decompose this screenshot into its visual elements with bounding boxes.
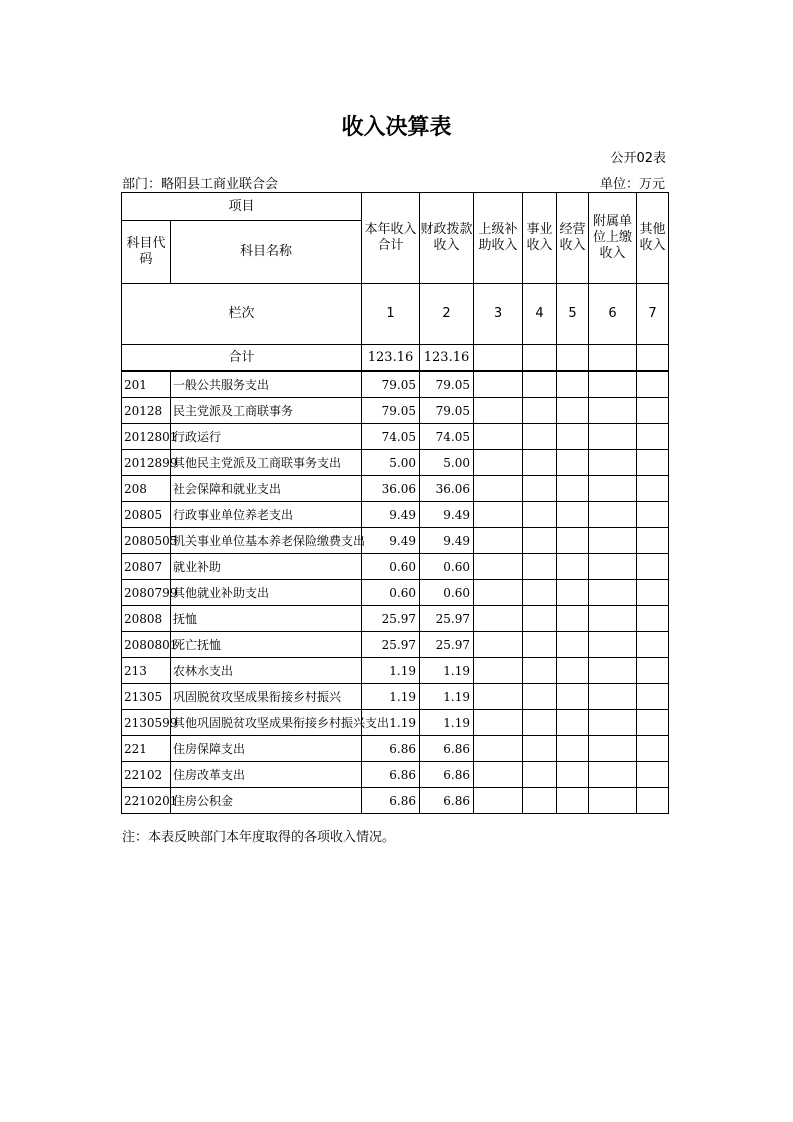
- fiscal-cell: 1.19: [420, 658, 474, 684]
- unit-label: 单位：万元: [599, 177, 665, 192]
- header-col-1: 本年收入合计: [362, 193, 420, 284]
- header-col-6: 附属单位上缴收入: [589, 193, 637, 284]
- empty-cell: [557, 606, 589, 632]
- col-number: 2: [420, 284, 474, 345]
- empty-cell: [557, 788, 589, 814]
- fiscal-cell: 25.97: [420, 632, 474, 658]
- income-total-cell: 1.19: [362, 710, 420, 736]
- empty-cell: [523, 398, 557, 424]
- empty-cell: [589, 710, 637, 736]
- empty-cell: [637, 580, 669, 606]
- col-number: 7: [637, 284, 669, 345]
- total-income: 123.16: [362, 345, 420, 372]
- empty-cell: [589, 450, 637, 476]
- empty-cell: [474, 450, 523, 476]
- name-cell: 其他就业补助支出: [171, 580, 362, 606]
- empty-cell: [637, 762, 669, 788]
- empty-cell: [474, 788, 523, 814]
- code-cell: 2012801: [122, 424, 171, 450]
- name-cell: 农林水支出: [171, 658, 362, 684]
- empty-cell: [523, 554, 557, 580]
- total-label: 合计: [122, 345, 362, 372]
- table-row: [122, 658, 669, 684]
- code-cell: 213: [122, 658, 171, 684]
- empty-cell: [557, 658, 589, 684]
- income-total-cell: 1.19: [362, 658, 420, 684]
- empty-cell: [557, 632, 589, 658]
- income-total-cell: 25.97: [362, 632, 420, 658]
- empty-cell: [589, 502, 637, 528]
- col-number: 3: [474, 284, 523, 345]
- empty-cell: [589, 345, 637, 372]
- table-row: [122, 476, 669, 502]
- code-cell: 2012899: [122, 450, 171, 476]
- empty-cell: [557, 736, 589, 762]
- empty-cell: [523, 502, 557, 528]
- empty-cell: [637, 736, 669, 762]
- empty-cell: [523, 632, 557, 658]
- empty-cell: [474, 710, 523, 736]
- table-row: [122, 762, 669, 788]
- table-row: [122, 684, 669, 710]
- empty-cell: [474, 424, 523, 450]
- empty-cell: [637, 710, 669, 736]
- empty-cell: [523, 606, 557, 632]
- form-number: 公开02表: [610, 151, 666, 166]
- header-col-3: 上级补助收入: [474, 193, 523, 284]
- empty-cell: [589, 762, 637, 788]
- empty-cell: [637, 554, 669, 580]
- empty-cell: [474, 398, 523, 424]
- empty-cell: [637, 345, 669, 372]
- fiscal-cell: 6.86: [420, 736, 474, 762]
- page-title: 收入决算表: [341, 115, 452, 140]
- empty-cell: [637, 632, 669, 658]
- name-cell: 民主党派及工商联事务: [171, 398, 362, 424]
- name-cell: 死亡抚恤: [171, 632, 362, 658]
- empty-cell: [637, 424, 669, 450]
- code-cell: 20807: [122, 554, 171, 580]
- code-cell: 208: [122, 476, 171, 502]
- empty-cell: [589, 424, 637, 450]
- col-number: 6: [589, 284, 637, 345]
- empty-cell: [523, 788, 557, 814]
- income-total-cell: 9.49: [362, 502, 420, 528]
- income-total-cell: 36.06: [362, 476, 420, 502]
- empty-cell: [474, 632, 523, 658]
- name-cell: 住房改革支出: [171, 762, 362, 788]
- empty-cell: [589, 736, 637, 762]
- table-row: [122, 398, 669, 424]
- name-cell: 其他民主党派及工商联事务支出: [171, 450, 362, 476]
- empty-cell: [523, 580, 557, 606]
- empty-cell: [589, 632, 637, 658]
- income-total-cell: 0.60: [362, 580, 420, 606]
- empty-cell: [589, 554, 637, 580]
- header-col-2: 财政拨款收入: [420, 193, 474, 284]
- empty-cell: [637, 788, 669, 814]
- empty-cell: [637, 398, 669, 424]
- empty-cell: [523, 424, 557, 450]
- code-cell: 2210201: [122, 788, 171, 814]
- empty-cell: [474, 762, 523, 788]
- fiscal-cell: 0.60: [420, 580, 474, 606]
- header-col-7: 其他收入: [637, 193, 669, 284]
- table-row: [122, 580, 669, 606]
- empty-cell: [637, 658, 669, 684]
- header-item: 项目: [122, 193, 362, 221]
- table-row: [122, 710, 669, 736]
- empty-cell: [474, 658, 523, 684]
- name-cell: 抚恤: [171, 606, 362, 632]
- empty-cell: [589, 684, 637, 710]
- empty-cell: [589, 371, 637, 398]
- empty-cell: [523, 736, 557, 762]
- fiscal-cell: 25.97: [420, 606, 474, 632]
- empty-cell: [523, 528, 557, 554]
- column-number-row: [122, 284, 669, 345]
- empty-cell: [557, 580, 589, 606]
- header-col-5: 经营收入: [557, 193, 589, 284]
- empty-cell: [523, 450, 557, 476]
- name-cell: 住房公积金: [171, 788, 362, 814]
- income-table: [121, 192, 669, 814]
- income-total-cell: 5.00: [362, 450, 420, 476]
- total-fiscal: 123.16: [420, 345, 474, 372]
- code-cell: 2080505: [122, 528, 171, 554]
- empty-cell: [474, 476, 523, 502]
- income-total-cell: 79.05: [362, 371, 420, 398]
- name-cell: 行政事业单位养老支出: [171, 502, 362, 528]
- table-row: [122, 371, 669, 398]
- income-total-cell: 0.60: [362, 554, 420, 580]
- header-col-4: 事业收入: [523, 193, 557, 284]
- empty-cell: [557, 502, 589, 528]
- code-cell: 21305: [122, 684, 171, 710]
- empty-cell: [589, 398, 637, 424]
- name-cell: 机关事业单位基本养老保险缴费支出: [171, 528, 362, 554]
- empty-cell: [523, 371, 557, 398]
- empty-cell: [557, 762, 589, 788]
- income-total-cell: 79.05: [362, 398, 420, 424]
- department-label: 部门：略阳县工商业联合会: [122, 177, 279, 192]
- income-total-cell: 6.86: [362, 762, 420, 788]
- empty-cell: [474, 371, 523, 398]
- table-row: [122, 554, 669, 580]
- empty-cell: [557, 476, 589, 502]
- empty-cell: [523, 762, 557, 788]
- empty-cell: [637, 371, 669, 398]
- empty-cell: [557, 684, 589, 710]
- income-total-cell: 1.19: [362, 684, 420, 710]
- empty-cell: [557, 424, 589, 450]
- empty-cell: [637, 684, 669, 710]
- table-row: [122, 632, 669, 658]
- fiscal-cell: 9.49: [420, 502, 474, 528]
- fiscal-cell: 74.05: [420, 424, 474, 450]
- footnote: 注：本表反映部门本年度取得的各项收入情况。: [122, 830, 396, 845]
- table-row: [122, 502, 669, 528]
- income-total-cell: 9.49: [362, 528, 420, 554]
- empty-cell: [637, 528, 669, 554]
- fiscal-cell: 9.49: [420, 528, 474, 554]
- total-row: [122, 345, 669, 372]
- income-total-cell: 6.86: [362, 736, 420, 762]
- income-total-cell: 6.86: [362, 788, 420, 814]
- empty-cell: [589, 658, 637, 684]
- code-cell: 22102: [122, 762, 171, 788]
- empty-cell: [523, 345, 557, 372]
- code-cell: 201: [122, 371, 171, 398]
- income-total-cell: 25.97: [362, 606, 420, 632]
- header-code: 科目代码: [122, 221, 171, 284]
- name-cell: 行政运行: [171, 424, 362, 450]
- empty-cell: [474, 684, 523, 710]
- table-row: [122, 788, 669, 814]
- income-total-cell: 74.05: [362, 424, 420, 450]
- fiscal-cell: 79.05: [420, 371, 474, 398]
- empty-cell: [637, 450, 669, 476]
- empty-cell: [589, 476, 637, 502]
- fiscal-cell: 6.86: [420, 762, 474, 788]
- empty-cell: [523, 710, 557, 736]
- code-cell: 20805: [122, 502, 171, 528]
- col-number: 4: [523, 284, 557, 345]
- table-row: [122, 528, 669, 554]
- empty-cell: [474, 502, 523, 528]
- empty-cell: [589, 788, 637, 814]
- empty-cell: [523, 658, 557, 684]
- empty-cell: [557, 710, 589, 736]
- code-cell: 2080799: [122, 580, 171, 606]
- fiscal-cell: 79.05: [420, 398, 474, 424]
- empty-cell: [474, 345, 523, 372]
- fiscal-cell: 36.06: [420, 476, 474, 502]
- fiscal-cell: 0.60: [420, 554, 474, 580]
- empty-cell: [589, 580, 637, 606]
- name-cell: 一般公共服务支出: [171, 371, 362, 398]
- code-cell: 221: [122, 736, 171, 762]
- empty-cell: [474, 606, 523, 632]
- empty-cell: [637, 606, 669, 632]
- table-row: [122, 450, 669, 476]
- fiscal-cell: 5.00: [420, 450, 474, 476]
- empty-cell: [557, 371, 589, 398]
- empty-cell: [523, 684, 557, 710]
- fiscal-cell: 1.19: [420, 710, 474, 736]
- code-cell: 2080801: [122, 632, 171, 658]
- empty-cell: [557, 528, 589, 554]
- name-cell: 社会保障和就业支出: [171, 476, 362, 502]
- name-cell: 其他巩固脱贫攻坚成果衔接乡村振兴支出: [171, 710, 362, 736]
- empty-cell: [637, 476, 669, 502]
- row-label: 栏次: [122, 284, 362, 345]
- name-cell: 住房保障支出: [171, 736, 362, 762]
- name-cell: 就业补助: [171, 554, 362, 580]
- empty-cell: [474, 736, 523, 762]
- empty-cell: [557, 398, 589, 424]
- fiscal-cell: 6.86: [420, 788, 474, 814]
- empty-cell: [474, 554, 523, 580]
- empty-cell: [557, 450, 589, 476]
- empty-cell: [637, 502, 669, 528]
- table-row: [122, 736, 669, 762]
- table-row: [122, 424, 669, 450]
- empty-cell: [557, 554, 589, 580]
- code-cell: 20808: [122, 606, 171, 632]
- empty-cell: [589, 606, 637, 632]
- col-number: 5: [557, 284, 589, 345]
- header-name: 科目名称: [171, 221, 362, 284]
- code-cell: 20128: [122, 398, 171, 424]
- col-number: 1: [362, 284, 420, 345]
- empty-cell: [474, 580, 523, 606]
- table-row: [122, 606, 669, 632]
- code-cell: 2130599: [122, 710, 171, 736]
- fiscal-cell: 1.19: [420, 684, 474, 710]
- empty-cell: [557, 345, 589, 372]
- name-cell: 巩固脱贫攻坚成果衔接乡村振兴: [171, 684, 362, 710]
- empty-cell: [474, 528, 523, 554]
- empty-cell: [523, 476, 557, 502]
- empty-cell: [589, 528, 637, 554]
